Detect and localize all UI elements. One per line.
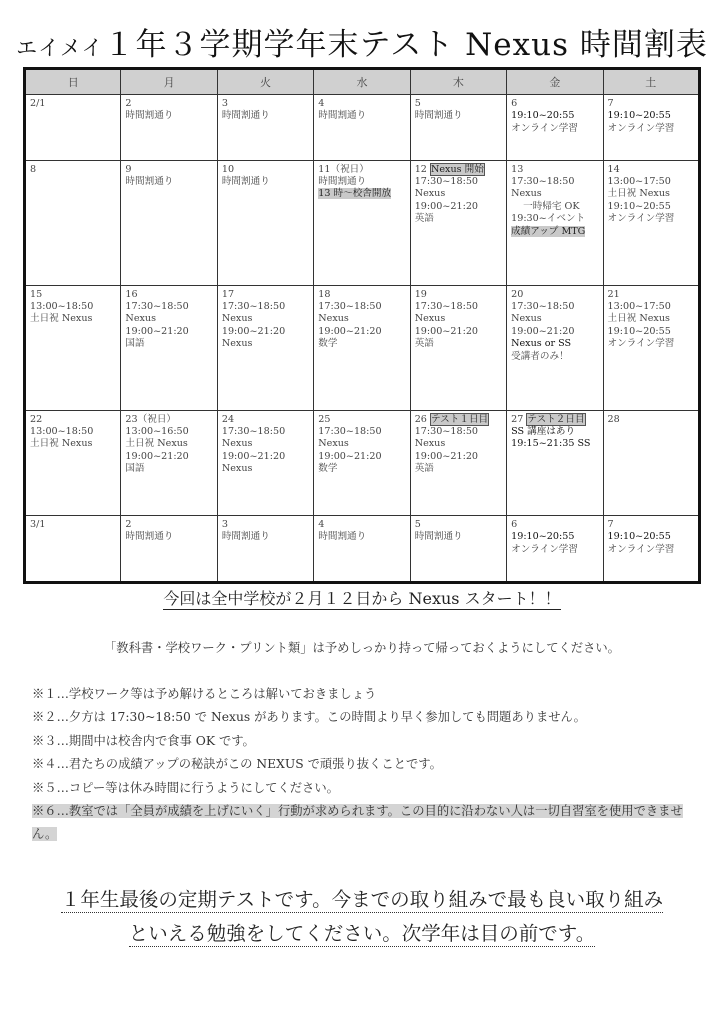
day-line: 一時帰宅 OK [523, 200, 580, 212]
day-line: 17:30~18:50 [318, 301, 382, 312]
note-item: ※１…学校ワーク等は予め解けるところは解いておきましょう [32, 687, 377, 701]
day-date: 2 [125, 518, 132, 530]
day-line: 17:30~18:50 [511, 301, 575, 312]
day-line: 英語 [414, 213, 434, 225]
day-date: 3 [221, 518, 228, 530]
day-line: 13:00~16:50 [125, 425, 189, 437]
day-date: 2 [125, 98, 132, 109]
day-date: 5 [414, 518, 421, 530]
announcement-text: 今回は全中学校が２月１２日から Nexus スタート！！ [163, 589, 561, 608]
day-line: Nexus [414, 313, 446, 325]
note-item: ※４…君たちの成績アップの秘訣がこの NEXUS で頑張り抜くことです。 [32, 757, 442, 772]
week-row [25, 410, 700, 515]
day-line: 19:00~21:20 [414, 450, 479, 462]
title-main: １年３学期学年末テスト Nexus 時間割表 [103, 27, 708, 63]
day-cell [217, 285, 313, 410]
day-line: 19:00~21:20 [125, 450, 189, 462]
day-date: 26 [414, 413, 427, 425]
day-line: 17:30~18:50 [221, 301, 286, 312]
day-date: 19 [414, 288, 427, 300]
day-line: 土日祝 Nexus [30, 438, 93, 450]
weekday-header: 火 [217, 69, 313, 95]
day-date: 7 [607, 98, 614, 109]
day-line: Nexus [125, 313, 157, 325]
day-line: 19:10~20:55 [607, 200, 671, 212]
day-cell [507, 410, 603, 515]
day-line: Nexus or SS [511, 338, 572, 350]
note-item: ※５…コピー等は休み時間に行うようにしてください。 [32, 780, 339, 795]
day-line: 19:00~21:20 [511, 325, 575, 337]
day-cell [217, 515, 313, 582]
day-cell [410, 515, 506, 582]
day-line: オンライン学習 [607, 543, 675, 555]
schedule-table [23, 67, 701, 584]
day-line: 13:00~18:50 [30, 425, 94, 437]
day-date: 10 [221, 163, 235, 175]
day-line: 19:30~イベント [511, 213, 586, 225]
day-line: 19:00~21:20 [221, 325, 286, 337]
weekday-header: 土 [603, 69, 699, 95]
day-cell [603, 95, 699, 161]
day-line: 19:00~21:20 [318, 450, 382, 462]
day-cell [121, 160, 217, 285]
day-line: 国語 [125, 338, 145, 350]
day-date: 22 [30, 413, 43, 425]
day-cell [217, 160, 313, 285]
day-date: 4 [318, 98, 325, 109]
day-line: 19:10~20:55 [607, 110, 671, 122]
day-line: 時間割通り [414, 531, 463, 543]
day-line: 国語 [125, 463, 145, 475]
day-cell [410, 410, 506, 515]
closing-line: １年生最後の定期テストです。今までの取り組みで最も良い取り組み [60, 888, 664, 911]
day-date: 20 [511, 288, 524, 300]
day-cell [314, 285, 410, 410]
day-cell [507, 285, 603, 410]
day-line: 19:00~21:20 [414, 200, 479, 212]
day-line: オンライン学習 [511, 122, 578, 134]
day-line: 19:10~20:55 [511, 531, 575, 543]
day-date-row [415, 414, 503, 426]
note-item: ※２…夕方は 17:30~18:50 で Nexus があります。この時間より早く参加しても問題ありません。 [32, 710, 586, 725]
day-line: Nexus [511, 313, 542, 325]
note-item-highlighted [32, 800, 702, 847]
day-line: 13:00~17:50 [607, 176, 671, 188]
day-line: 数学 [318, 338, 338, 350]
test-day-badge: テスト２日目 [527, 413, 585, 425]
day-date: 6 [511, 98, 518, 109]
day-date: 7 [607, 518, 614, 530]
weekday-header: 日 [25, 69, 121, 95]
day-line: 時間割通り [318, 176, 367, 188]
day-line: オンライン学習 [607, 213, 675, 225]
day-line: 時間割通り [318, 110, 367, 122]
day-cell [25, 410, 121, 515]
day-cell [217, 95, 313, 161]
day-line: 時間割通り [125, 176, 174, 188]
day-line: 数学 [318, 463, 338, 475]
day-line: 土日祝 Nexus [30, 313, 93, 325]
day-line: 時間割通り [221, 110, 270, 122]
day-line: 受講者のみ！ [511, 350, 569, 362]
day-date: 4 [318, 518, 325, 530]
day-date: 13 [511, 163, 524, 175]
day-date: 18 [318, 288, 331, 300]
day-cell [314, 410, 410, 515]
day-line: Nexus [221, 463, 253, 475]
day-line: 17:30~18:50 [414, 301, 479, 312]
day-line: Nexus [221, 338, 253, 350]
note-item-text: ※６…教室では「全員が成績を上げにいく」行動が求められます。この目的に沿わない人は一切自習室を使用できません。 [32, 804, 683, 842]
day-line: SS 講座はあり [511, 425, 576, 437]
day-line: 17:30~18:50 [511, 176, 575, 188]
day-line: 17:30~18:50 [414, 176, 479, 188]
day-cell [507, 515, 603, 582]
test-day-badge: テスト１日目 [430, 413, 489, 425]
weekday-header: 金 [507, 69, 603, 95]
weekday-header: 木 [410, 69, 506, 95]
day-cell [410, 160, 506, 285]
day-cell [121, 285, 217, 410]
day-line: 19:00~21:20 [414, 325, 479, 337]
day-date: 27 [511, 413, 524, 425]
day-cell [314, 515, 410, 582]
day-cell [603, 410, 699, 515]
day-cell [603, 515, 699, 582]
day-date: 21 [607, 288, 620, 300]
day-date: 3/1 [30, 518, 46, 530]
highlight-note: 成績アップ MTG [511, 225, 586, 237]
day-date: 16 [125, 288, 138, 300]
day-cell [507, 95, 603, 161]
day-date: 5 [414, 98, 421, 109]
day-date: 24 [221, 413, 235, 425]
note-item: ※３…期間中は校舎内で食事 OK です。 [32, 733, 255, 748]
day-cell [507, 160, 603, 285]
day-date: 8 [30, 163, 37, 175]
day-line: 英語 [414, 338, 434, 350]
highlight-note: 13 時～校舎開放 [318, 188, 392, 200]
weekday-header: 水 [314, 69, 410, 95]
weekday-header-row [25, 69, 700, 95]
day-line: Nexus [221, 438, 253, 450]
day-line: オンライン学習 [607, 338, 675, 350]
title-prefix: エイメイ [16, 36, 104, 60]
day-date: 2/1 [30, 98, 46, 109]
day-line: 時間割通り [318, 531, 367, 543]
day-line: 土日祝 Nexus [125, 438, 188, 450]
week-row [25, 95, 700, 161]
nexus-start-badge: Nexus 開始 [430, 163, 484, 175]
day-cell [217, 410, 313, 515]
day-date: 3 [221, 98, 228, 109]
day-line: 時間割通り [221, 531, 270, 543]
week-row [25, 285, 700, 410]
day-cell [121, 515, 217, 582]
day-line: 17:30~18:50 [414, 425, 479, 437]
day-line: 17:30~18:50 [221, 425, 286, 437]
day-line: Nexus [414, 188, 446, 200]
day-cell [603, 160, 699, 285]
day-line: 19:10~20:55 [511, 110, 575, 122]
day-line: 英語 [414, 463, 434, 475]
day-line: Nexus [318, 438, 349, 450]
day-cell [25, 95, 121, 161]
day-line: 時間割通り [125, 531, 174, 543]
day-date-row [415, 164, 503, 176]
day-date: 28 [607, 413, 620, 425]
day-line: 13:00~18:50 [30, 301, 94, 312]
closing-line: といえる勉強をしてください。次学年は目の前です。 [128, 922, 596, 945]
day-date: 15 [30, 288, 43, 300]
day-line: 19:10~20:55 [607, 325, 671, 337]
week-row [25, 160, 700, 285]
day-line: オンライン学習 [511, 543, 578, 555]
bring-materials-note: 「教科書・学校ワーク・プリント類」は予めしっかり持って帰っておくようにしてください。 [104, 641, 620, 655]
day-line: オンライン学習 [607, 122, 675, 134]
day-line: 時間割通り [414, 110, 463, 122]
day-date: 12 [414, 163, 427, 175]
day-date: 11（祝日） [318, 163, 369, 175]
day-date: 17 [221, 288, 235, 300]
day-cell [314, 160, 410, 285]
day-cell [603, 285, 699, 410]
day-date: 9 [125, 163, 132, 175]
day-line: Nexus [221, 313, 253, 325]
notes-list [32, 683, 702, 847]
day-cell [121, 410, 217, 515]
day-cell [25, 515, 121, 582]
day-line: 土日祝 Nexus [607, 313, 670, 325]
day-cell [410, 285, 506, 410]
day-line: 時間割通り [125, 110, 174, 122]
day-cell [25, 285, 121, 410]
day-line: 17:30~18:50 [125, 301, 189, 312]
day-cell [25, 160, 121, 285]
day-line: 時間割通り [221, 176, 270, 188]
day-line: 19:10~20:55 [607, 531, 671, 543]
week-row [25, 515, 700, 582]
announcement [0, 588, 724, 610]
day-date: 25 [318, 413, 331, 425]
day-line: 17:30~18:50 [318, 425, 382, 437]
day-line: Nexus [414, 438, 446, 450]
day-cell [314, 95, 410, 161]
day-line: 19:15~21:35 SS [511, 438, 591, 450]
day-line: 19:00~21:20 [318, 325, 382, 337]
weekday-header: 月 [121, 69, 217, 95]
day-line: 土日祝 Nexus [607, 188, 670, 200]
day-date: 23（祝日） [125, 413, 177, 425]
day-line: 13:00~17:50 [607, 301, 671, 312]
day-line: 19:00~21:20 [125, 325, 189, 337]
day-cell [410, 95, 506, 161]
day-line: Nexus [511, 188, 542, 200]
day-line: 19:00~21:20 [221, 450, 286, 462]
day-date-row [511, 414, 599, 426]
day-cell [121, 95, 217, 161]
day-line: Nexus [318, 313, 349, 325]
day-date: 6 [511, 518, 518, 530]
page-title [0, 24, 724, 66]
day-date: 14 [607, 163, 620, 175]
closing-message [0, 883, 724, 951]
